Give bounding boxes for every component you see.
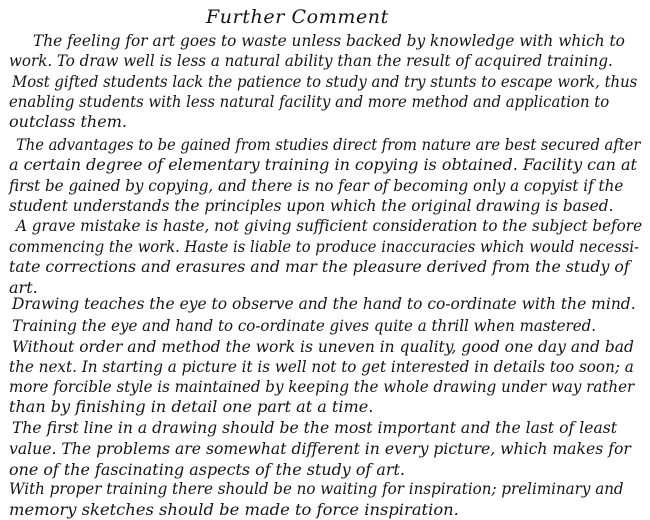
text-line: value. The problems are somewhat different in every picture, which makes for bbox=[9, 439, 631, 458]
text-line: student understands the principles upon which the original drawing is based. bbox=[9, 196, 614, 215]
text-line: outclass them. bbox=[9, 112, 127, 131]
text-line: Drawing teaches the eye to observe and the hand to co-ordinate with the mind. bbox=[12, 294, 636, 313]
text-line: The advantages to be gained from studies direct from nature are best secured after bbox=[16, 135, 641, 154]
text-line: a certain degree of elementary training in copying is obtained. Facility can at bbox=[9, 155, 637, 174]
text-line: one of the fascinating aspects of the study of art. bbox=[9, 460, 405, 479]
text-line: Training the eye and hand to co-ordinate gives quite a thrill when mastered. bbox=[12, 316, 597, 335]
page-title: Further Comment bbox=[206, 6, 389, 28]
text-line: With proper training there should be no waiting for inspiration; preliminary and bbox=[9, 479, 624, 498]
text-line: The first line in a drawing should be the most important and the last of least bbox=[12, 418, 618, 437]
text-line: work. To draw well is less a natural ability than the result of acquired training. bbox=[9, 51, 613, 70]
text-line: than by finishing in detail one part at a time. bbox=[9, 397, 374, 416]
text-line: the next. In starting a picture it is well not to get interested in details too soon; a bbox=[9, 357, 634, 376]
text-line: enabling students with less natural facility and more method and application to bbox=[9, 92, 610, 111]
text-line: commencing the work. Haste is liable to produce inaccuracies which would necessi- bbox=[9, 237, 640, 256]
text-line: memory sketches should be made to force inspiration. bbox=[9, 500, 459, 519]
text-line: more forcible style is maintained by keeping the whole drawing under way rather bbox=[9, 377, 635, 396]
text-line: art. bbox=[9, 278, 38, 297]
text-line: The feeling for art goes to waste unless backed by knowledge with which to bbox=[33, 31, 625, 50]
text-line: Most gifted students lack the patience to study and try stunts to escape work, thus bbox=[12, 72, 638, 91]
text-line: A grave mistake is haste, not giving sufficient consideration to the subject before bbox=[16, 216, 643, 235]
text-line: Without order and method the work is uneven in quality, good one day and bad bbox=[12, 337, 634, 356]
text-line: first be gained by copying, and there is no fear of becoming only a copyist if the bbox=[9, 176, 624, 195]
text-line: tate corrections and erasures and mar the pleasure derived from the study of bbox=[9, 257, 630, 276]
